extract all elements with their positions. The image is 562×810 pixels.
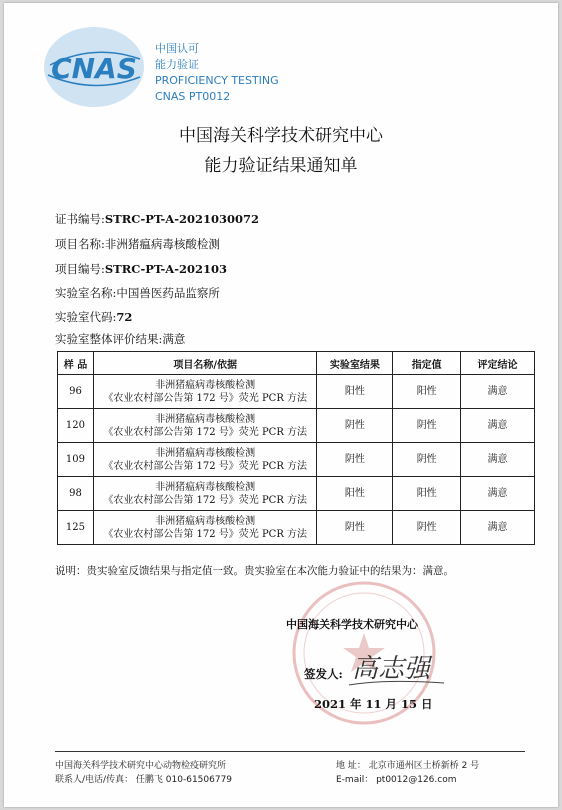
cell-conclusion: 满意 [461, 477, 535, 511]
note-text: 说明：贵实验室反馈结果与指定值一致。贵实验室在本次能力验证中的结果为：满意。 [55, 565, 454, 577]
cnas-logo-icon [42, 25, 150, 109]
certificate-page [4, 3, 558, 807]
signer-label: 签发人: [304, 667, 343, 681]
logo-line-1: 中国认可 [155, 42, 199, 55]
logo-line-3: PROFICIENCY TESTING [155, 74, 279, 87]
svg-text:高志强: 高志强 [352, 654, 431, 684]
cell-assigned: 阴性 [393, 511, 461, 545]
cert-number: 证书编号:STRC-PT-A-2021030072 [55, 212, 260, 226]
title-doc: 能力验证结果通知单 [204, 156, 358, 176]
table-row [58, 511, 535, 545]
cell-sample: 96 [58, 375, 94, 409]
table-row [58, 443, 535, 477]
cell-conclusion: 满意 [461, 409, 535, 443]
project-number: 项目编号:STRC-PT-A-202103 [55, 262, 228, 276]
footer-contact: 联系人/电话/传真： 任鹏飞 010-61506779 [55, 775, 233, 785]
header-assigned: 指定值 [393, 352, 461, 375]
handwritten-signature-icon [344, 643, 454, 693]
logo-line-2: 能力验证 [155, 58, 199, 71]
table-row [58, 375, 535, 409]
cell-result: 阳性 [317, 477, 393, 511]
cell-sample: 125 [58, 511, 94, 545]
cell-assigned: 阴性 [393, 443, 461, 477]
header-result: 实验室结果 [317, 352, 393, 375]
cell-sample: 120 [58, 409, 94, 443]
cell-item: 非洲猪瘟病毒核酸检测 《农业农村部公告第 172 号》荧光 PCR 方法 [93, 477, 316, 511]
logo-brand: CNAS [51, 52, 137, 85]
table-row [58, 477, 535, 511]
cell-item: 非洲猪瘟病毒核酸检测 《农业农村部公告第 172 号》荧光 PCR 方法 [93, 511, 316, 545]
table-row [58, 409, 535, 443]
table-header-row [58, 352, 535, 375]
cell-conclusion: 满意 [461, 375, 535, 409]
title-org: 中国海关科学技术研究中心 [179, 126, 383, 146]
issuer-name: 中国海关科学技术研究中心 [286, 618, 418, 631]
results-table [57, 351, 535, 545]
header-sample: 样 品 [58, 352, 94, 375]
header-item: 项目名称/依据 [93, 352, 316, 375]
footer-divider [55, 751, 525, 752]
cell-result: 阴性 [317, 443, 393, 477]
logo-line-4: CNAS PT0012 [155, 90, 231, 103]
issue-date: 2021 年 11 月 15 日 [314, 697, 433, 711]
cell-item: 非洲猪瘟病毒核酸检测 《农业农村部公告第 172 号》荧光 PCR 方法 [93, 375, 316, 409]
project-name: 项目名称:非洲猪瘟病毒核酸检测 [55, 237, 220, 251]
cell-conclusion: 满意 [461, 443, 535, 477]
cell-result: 阳性 [317, 375, 393, 409]
cell-assigned: 阳性 [393, 477, 461, 511]
cell-sample: 109 [58, 443, 94, 477]
cell-assigned: 阴性 [393, 409, 461, 443]
logo-text [155, 41, 279, 105]
overall-evaluation: 实验室整体评价结果:满意 [55, 332, 186, 346]
footer-org: 中国海关科学技术研究中心动物检疫研究所 [55, 761, 227, 771]
lab-code: 实验室代码:72 [55, 310, 133, 324]
cell-result: 阴性 [317, 409, 393, 443]
cell-item: 非洲猪瘟病毒核酸检测 《农业农村部公告第 172 号》荧光 PCR 方法 [93, 409, 316, 443]
lab-name: 实验室名称:中国兽医药品监察所 [55, 286, 220, 300]
cell-result: 阴性 [317, 511, 393, 545]
cell-conclusion: 满意 [461, 511, 535, 545]
footer-address: 地 址： 北京市通州区土桥新桥 2 号 [336, 761, 480, 771]
header-conclusion: 评定结论 [461, 352, 535, 375]
cell-assigned: 阳性 [393, 375, 461, 409]
cell-sample: 98 [58, 477, 94, 511]
footer-email: E-mail： pt0012@126.com [336, 775, 457, 785]
cell-item: 非洲猪瘟病毒核酸检测 《农业农村部公告第 172 号》荧光 PCR 方法 [93, 443, 316, 477]
